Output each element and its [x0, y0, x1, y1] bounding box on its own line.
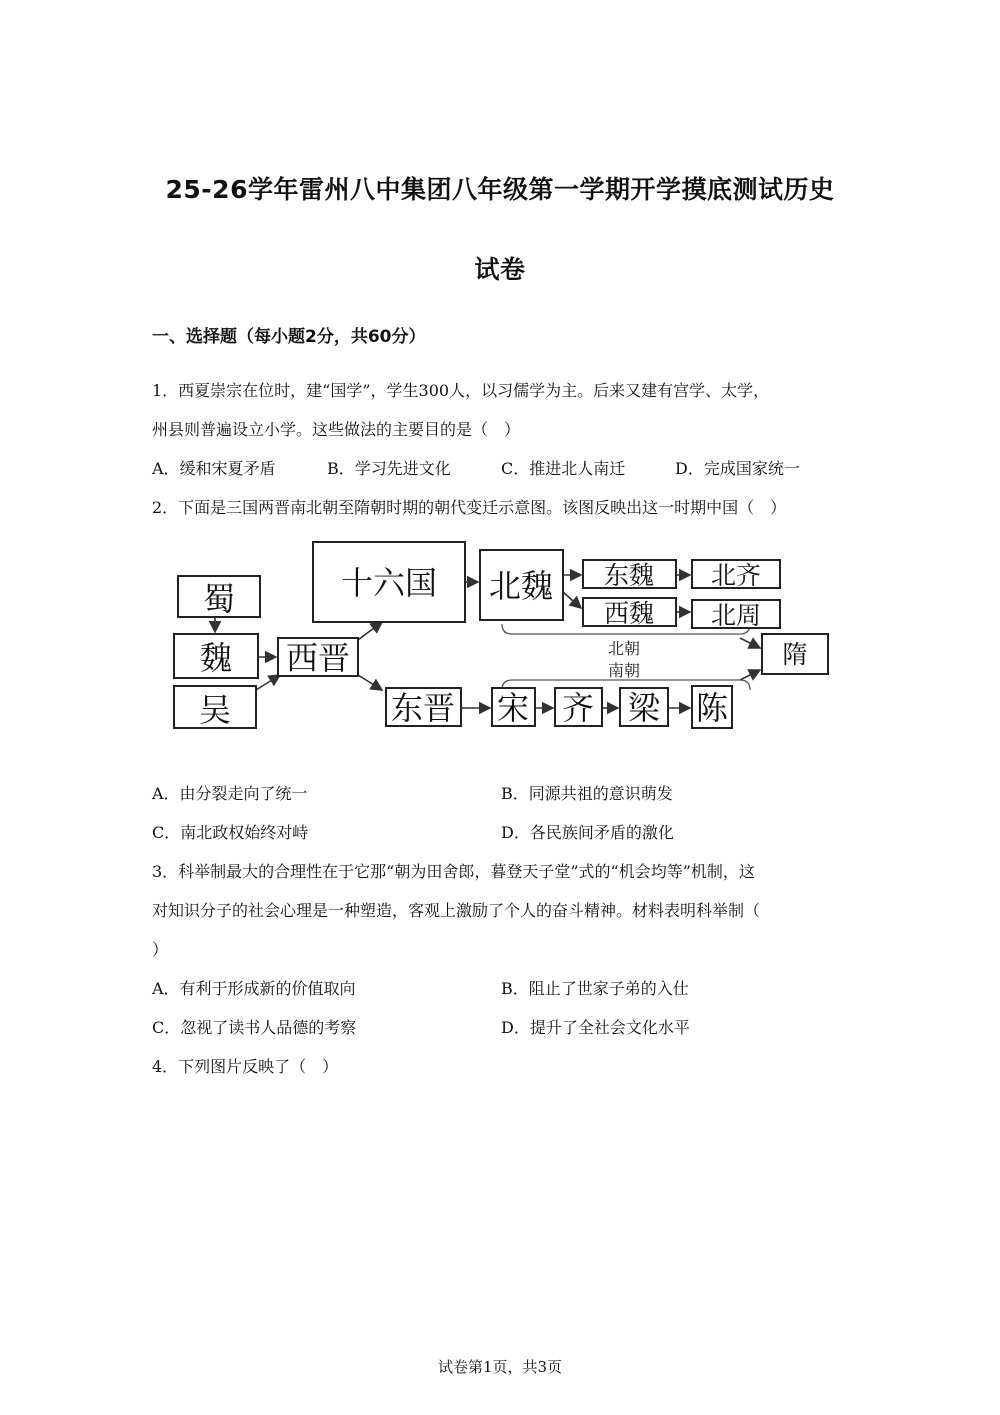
- question-2-option-d: D．各民族间矛盾的激化: [501, 823, 674, 842]
- box-xiwei: [583, 598, 676, 628]
- label-xiwei: 西魏: [603, 599, 655, 628]
- exam-title-line-1: 25-26学年雷州八中集团八年级第一学期开学摸底测试历史: [165, 175, 835, 204]
- question-3-option-c: C．忽视了读书人品德的考察: [152, 1018, 357, 1037]
- dynasty-change-diagram: [150, 530, 850, 740]
- question-1-option-a: A．缓和宋夏矛盾: [152, 459, 276, 478]
- box-dongjin: [386, 688, 461, 727]
- box-qi: [555, 688, 602, 727]
- question-4-stem-line-1: 4．下列图片反映了（ ）: [152, 1057, 339, 1076]
- question-3-stem-line-3: ）: [152, 940, 169, 959]
- label-chen: 陈: [695, 689, 729, 727]
- box-xijin: [278, 638, 358, 677]
- label-qi: 齐: [561, 689, 595, 727]
- label-wei: 魏: [199, 639, 233, 677]
- label-shu: 蜀: [202, 580, 236, 618]
- label-beichao: 北朝: [607, 639, 641, 658]
- box-liang: [620, 688, 668, 727]
- label-dongjin: 东晋: [390, 689, 456, 727]
- label-shiliuguo: 十六国: [340, 564, 438, 602]
- question-3-stem-line-1: 3．科举制最大的合理性在于它那“朝为田舍郎，暮登天子堂”式的“机会均等”机制，这: [152, 862, 755, 881]
- box-wei: [174, 634, 258, 678]
- question-2-option-a: A．由分裂走向了统一: [152, 784, 308, 803]
- box-shu: [178, 576, 260, 618]
- label-nanchao: 南朝: [607, 661, 641, 680]
- box-wu: [174, 686, 256, 729]
- box-beiqi: [692, 560, 780, 590]
- label-sui: 隋: [782, 640, 808, 669]
- box-beizhou: [692, 600, 780, 630]
- question-1-stem-line-1: 1．西夏崇宗在位时，建“国学”，学生300人，以习儒学为主。后来又建有宫学、太学，: [152, 381, 770, 400]
- question-2-option-b: B．同源共祖的意识萌发: [501, 784, 673, 803]
- label-xijin: 西晋: [285, 639, 351, 677]
- label-dongwei: 东魏: [603, 561, 655, 590]
- box-beiwei: [480, 550, 563, 620]
- label-beiwei: 北魏: [488, 567, 554, 605]
- box-song: [492, 688, 535, 727]
- question-3-option-b: B．阻止了世家子弟的入仕: [501, 979, 689, 998]
- box-dongwei: [583, 560, 676, 590]
- page-footer: 试卷第1页，共3页: [437, 1358, 563, 1376]
- question-2-option-c: C．南北政权始终对峙: [152, 823, 309, 842]
- label-song: 宋: [496, 689, 530, 727]
- label-wu: 吴: [198, 691, 232, 729]
- exam-title-line-2: 试卷: [474, 255, 526, 284]
- question-3-option-d: D．提升了全社会文化水平: [501, 1018, 690, 1037]
- label-beizhou: 北周: [710, 601, 762, 630]
- label-liang: 梁: [627, 689, 661, 727]
- question-1-option-d: D．完成国家统一: [675, 459, 800, 478]
- box-chen: [692, 686, 732, 728]
- box-sui: [762, 634, 828, 674]
- question-2-stem-line-1: 2．下面是三国两晋南北朝至隋朝时期的朝代变迁示意图。该图反映出这一时期中国（ ）: [152, 498, 787, 517]
- question-3-option-a: A．有利于形成新的价值取向: [152, 979, 356, 998]
- question-1-option-c: C．推进北人南迁: [501, 459, 626, 478]
- question-1-option-b: B．学习先进文化: [327, 459, 451, 478]
- question-1-stem-line-2: 州县则普遍设立小学。这些做法的主要目的是（ ）: [152, 420, 521, 439]
- box-shiliuguo: [313, 542, 465, 622]
- question-3-stem-line-2: 对知识分子的社会心理是一种塑造，客观上激励了个人的奋斗精神。材料表明科举制（: [152, 901, 761, 920]
- section-heading: 一、选择题（每小题2分，共60分）: [152, 327, 426, 347]
- label-beiqi: 北齐: [710, 561, 762, 590]
